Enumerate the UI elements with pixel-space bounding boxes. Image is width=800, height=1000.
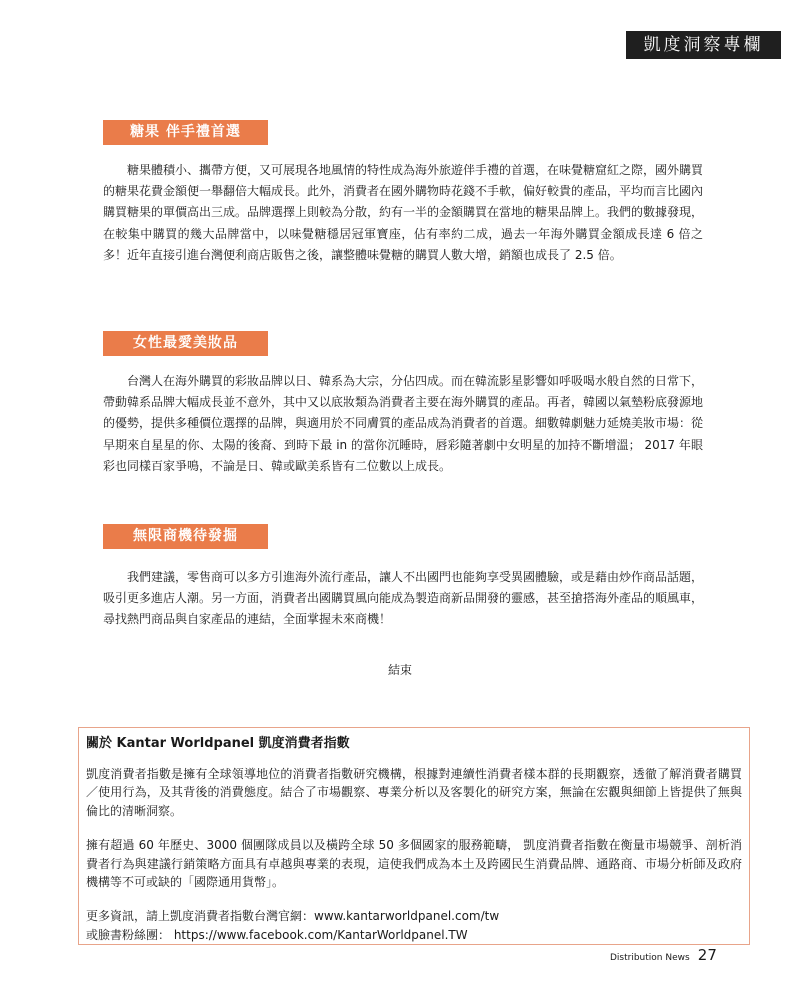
website-link[interactable]: 更多資訊，請上凱度消費者指數台灣官網：www.kantarworldpanel.com/tw — [86, 909, 500, 924]
about-paragraph-1: 凱度消費者指數是擁有全球領導地位的消費者指數研究機構，根據對連續性消費者樣本群的長期觀察，透徹了解消費者購買／使用行為，及其背後的消費態度。結合了市場觀察、專業分析以及客製化的研究方案，無論在宏觀與細節上皆提供了無與倫比的清晰洞察。 — [86, 767, 742, 818]
publication-name: Distribution News — [610, 953, 690, 963]
section-body-opportunity: 我們建議，零售商可以多方引進海外流行產品，讓人不出國門也能夠享受異國體驗，或是藉由炒作商品話題，吸引更多進店人潮。另一方面，消費者出國購買風向能成為製造商新品開發的靈感，甚至搶搭海外產品的順風車，尋找熱門商品與自家產品的連結，全面掌握未來商機！ — [103, 570, 704, 627]
page-footer — [610, 945, 717, 965]
page-number: 27 — [697, 946, 717, 964]
section-title-opportunity: 無限商機待發掘 — [103, 524, 268, 549]
section-body-candy: 糖果體積小、攜帶方便，又可展現各地風情的特性成為海外旅遊伴手禮的首選，在味覺糖窟紅之際，國外購買的糖果花費金額便一舉翻倍大幅成長。此外，消費者在國外購物時花錢不手軟，偏好較貴的產品，平均而言比國內購買糖果的單價高出三成。品牌選擇上則較為分散，約有一半的金額購買在當地的糖果品牌上。我們的數據發現，在較集中購買的幾大品牌當中，以味覺糖穩居冠軍寶座，佔有率約二成，過去一年海外購買金額成長達 6 倍之多！近年直接引進台灣便利商店販售之後，讓整體味覺糖的購買人數大增，銷額也成長了 2.5 倍。 — [103, 163, 704, 262]
about-more-info — [86, 907, 742, 944]
end-mark: 結束 — [387, 663, 412, 677]
column-tag: 凱度洞察專欄 — [626, 31, 781, 59]
section-body-cosmetics: 台灣人在海外購買的彩妝品牌以日、韓系為大宗，分佔四成。而在韓流影星影響如呼吸喝水般自然的日常下，帶動韓系品牌大幅成長並不意外，其中又以底妝類為消費者主要在海外購買的產品。再者，韓國以氣墊粉底發源地的優勢，提供多種價位選擇的品牌，與適用於不同膚質的產品成為消費者的首選。細數韓劇魅力延燒美妝市場：從早期來自星星的你、太陽的後裔、到時下最 in 的當你沉睡時，唇彩隨著劇中女明星的加持不斷增溫； 2017 年眼彩也同樣百家爭鳴，不論是日、韓或歐美系皆有二位數以上成長。 — [103, 374, 704, 473]
section-title-cosmetics: 女性最愛美妝品 — [103, 331, 268, 356]
about-paragraph-2: 擁有超過 60 年歷史、3000 個團隊成員以及橫跨全球 50 多個國家的服務範疇， 凱度消費者指數在衡量市場競爭、剖析消費者行為與建議行銷策略方面具有卓越與專業的表現，這使我們成為本土及跨國民生消費品牌、通路商、市場分析師及政府機構等不可或缺的「國際通用貨幣」。 — [86, 838, 742, 890]
facebook-link[interactable]: 或臉書粉絲團： https://www.facebook.com/KantarWorldpanel.TW — [86, 927, 468, 942]
section-title-candy: 糖果 伴手禮首選 — [103, 120, 268, 145]
about-title: 關於 Kantar Worldpanel 凱度消費者指數 — [86, 736, 350, 751]
about-box — [78, 727, 750, 945]
